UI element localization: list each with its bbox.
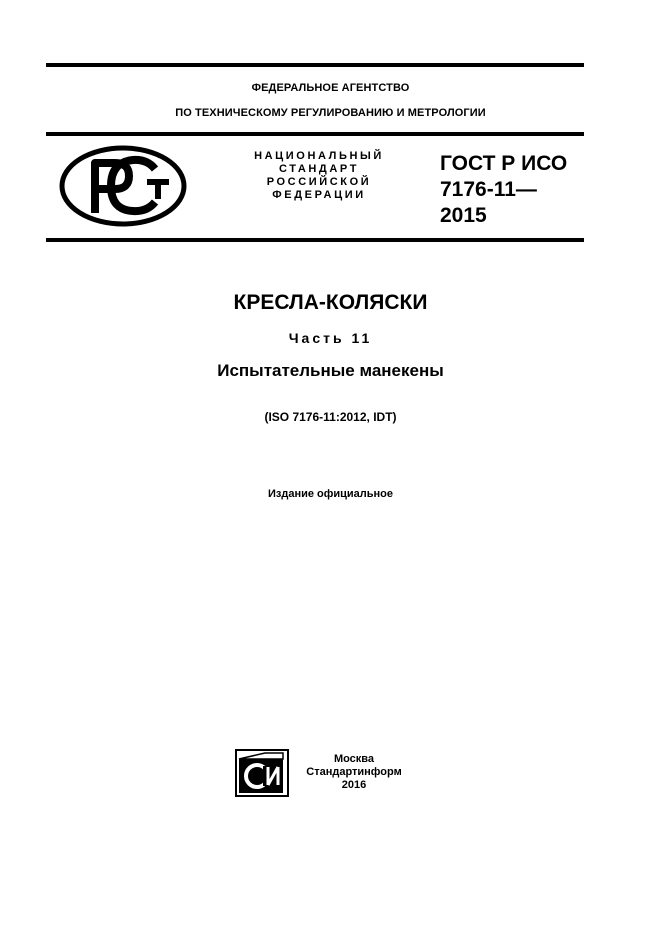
publisher-city: Москва [333,753,375,765]
national-line: РОССИЙСКОЙ [266,176,372,188]
bottom-divider [46,238,584,242]
publication-year: 2016 [341,779,367,791]
standard-line: ГОСТ Р ИСО [440,152,568,175]
document-part: Часть 11 [288,330,373,346]
iso-reference: (ISO 7176-11:2012, IDT) [264,410,397,424]
document-subtitle: Испытательные манекены [217,361,444,380]
national-line: НАЦИОНАЛЬНЫЙ [254,150,384,162]
gost-r-logo-icon [59,145,187,227]
standard-designation [440,151,567,229]
standard-line: 2015 [440,204,487,227]
header-divider [46,132,584,136]
agency-name-line-1: ФЕДЕРАЛЬНОЕ АГЕНТСТВО [251,82,410,94]
publisher-name: Стандартинформ [306,766,402,778]
national-standard-label [252,150,386,202]
edition-note: Издание официальное [267,488,394,500]
top-divider [46,63,584,67]
standartinform-logo-icon [235,749,289,797]
document-title: КРЕСЛА-КОЛЯСКИ [233,291,428,314]
national-line: СТАНДАРТ [278,163,360,175]
standard-line: 7176-11— [440,178,537,201]
publisher-info [306,753,402,792]
national-line: ФЕДЕРАЦИИ [272,189,366,201]
agency-name-line-2: ПО ТЕХНИЧЕСКОМУ РЕГУЛИРОВАНИЮ И МЕТРОЛОГИИ [175,107,486,119]
